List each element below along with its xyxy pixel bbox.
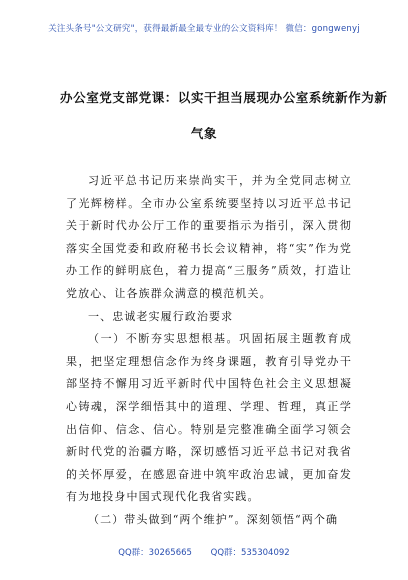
header-note: 关注头条号"公文研究"，获得最新最全最专业的公文资料库！ 微信：gongwenyj: [48, 24, 360, 34]
footer: [0, 546, 408, 558]
document-body: [66, 170, 352, 532]
section-heading: 一、忠诚老实履行政治要求: [88, 309, 234, 323]
paragraph-item-2: （二）带头做到“两个维护”。深刻领悟“两个确: [88, 512, 339, 526]
footer-qq-group-2: QQ群：535304092: [210, 548, 290, 558]
paragraph-item-1: （一）不断夯实思想根基。巩固拓展主题教育成果，把坚定理想信念作为终身课题，教育引导党办干部坚持不懈用习近平新时代中国特色社会主义思想凝心铸魂，深学细悟其中的道理、学理、哲理，真正学出信仰、信念、信心。特别是完整准确全面学习领会新时代党的治疆方略，深切感悟习近平总书记对我省的关怀厚爱，在感恩奋进中筑牢政治忠诚，更加奋发有为地投身中国式现代化我省实践。: [66, 332, 352, 504]
document-title-line-1: 办公室党支部党课：以实干担当展现办公室系统新作为新: [60, 90, 388, 105]
paragraph-intro: 习近平总书记历来崇尚实干，并为全党同志树立了光辉榜样。全市办公室系统要坚持以习近平总书记关于新时代办公厅工作的重要指示为指引，深入贯彻落实全国党委和政府秘书长会议精神，将“实”作为党办工作的鲜明底色，着力提高“三服务”质效，打造让党放心、让各族群众满意的模范机关。: [66, 174, 352, 300]
document-title-line-2: 气象: [190, 126, 218, 141]
footer-qq-group-1: QQ群：30265665: [118, 548, 192, 558]
